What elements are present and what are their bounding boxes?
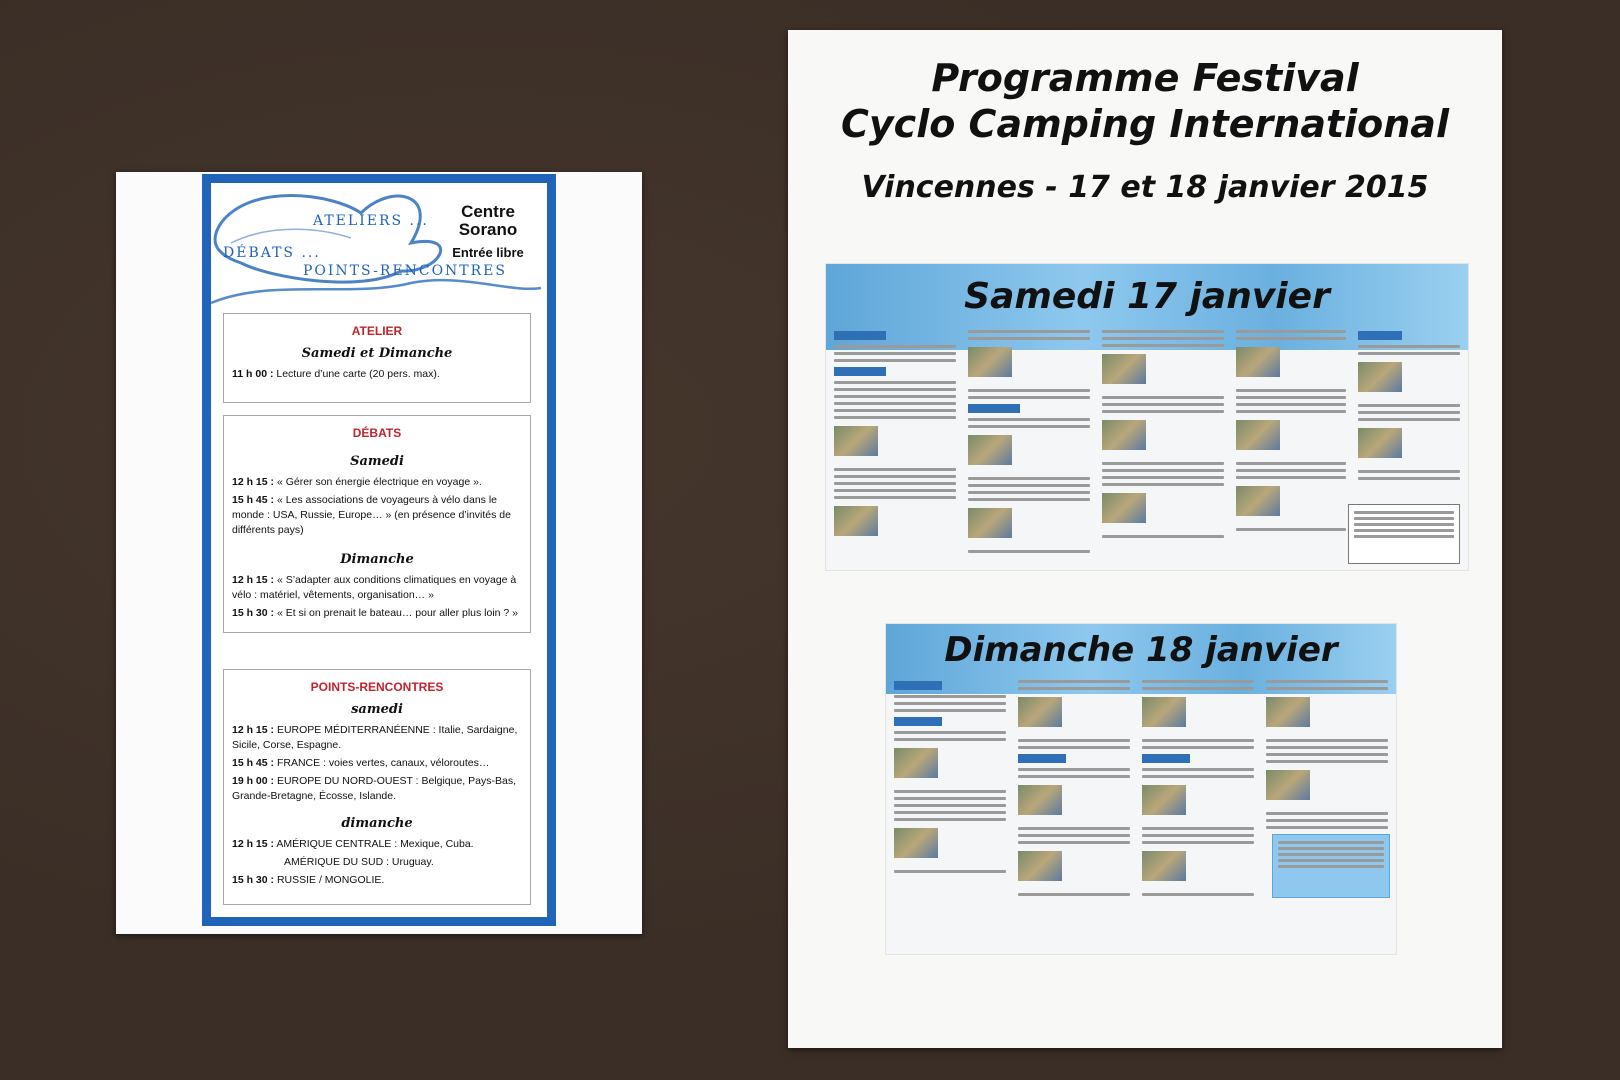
program-column <box>1098 326 1228 564</box>
point-row: 15 h 30 : RUSSIE / MONGOLIE. <box>232 874 385 886</box>
atelier-row: 11 h 00 : Lecture d’une carte (20 pers. max). <box>232 368 440 380</box>
debats-dimanche-label: Dimanche <box>340 552 414 567</box>
entry-note: Entrée libre <box>452 245 524 260</box>
points-samedi-label: samedi <box>351 702 403 717</box>
point-row: 19 h 00 : EUROPE DU NORD-OUEST : Belgique, Pays-Bas, Grande-Bretagne, Écosse, Islande. <box>232 775 516 802</box>
program-dimanche-title: Dimanche 18 janvier <box>944 630 1338 670</box>
program-column <box>1014 676 1134 948</box>
flyer-header <box>211 183 547 313</box>
poster-title-line3: Vincennes - 17 et 18 janvier 2015 <box>861 170 1429 205</box>
workshop-flyer <box>116 172 642 934</box>
debats-samedi-label: Samedi <box>350 454 404 469</box>
poster-title-line1: Programme Festival <box>931 56 1359 100</box>
points-box <box>223 669 531 905</box>
debats-box <box>223 415 531 633</box>
exhibitors-box <box>1272 834 1390 898</box>
point-row: AMÉRIQUE DU SUD : Uruguay. <box>284 856 434 868</box>
program-samedi-title: Samedi 17 janvier <box>964 276 1330 317</box>
debat-row: 15 h 30 : « Et si on prenait le bateau… pour aller plus loin ? » <box>232 607 519 619</box>
organizer-box <box>1348 504 1460 564</box>
program-column <box>1262 676 1392 948</box>
program-samedi <box>826 264 1468 570</box>
program-column <box>1232 326 1350 564</box>
flyer-frame <box>202 174 556 926</box>
festival-poster <box>788 30 1502 1048</box>
program-column <box>890 676 1010 948</box>
program-column <box>1138 676 1258 948</box>
program-dimanche <box>886 624 1396 954</box>
header-points: POINTS-RENCONTRES <box>303 263 507 279</box>
point-row: 12 h 15 : EUROPE MÉDITERRANÉENNE : Italie, Sardaigne, Sicile, Corse, Espagne. <box>232 724 518 751</box>
program-column <box>830 326 960 564</box>
program-column <box>964 326 1094 564</box>
atelier-title: ATELIER <box>351 324 403 338</box>
point-row: 12 h 15 : AMÉRIQUE CENTRALE : Mexique, Cuba. <box>232 838 474 850</box>
centre-name: Centre Sorano <box>458 202 518 239</box>
poster-title-line2: Cyclo Camping International <box>841 102 1449 146</box>
point-row: 15 h 45 : FRANCE : voies vertes, canaux, véloroutes… <box>232 757 490 769</box>
debat-row: 12 h 15 : « Gérer son énergie électrique en voyage ». <box>232 476 482 488</box>
debats-title: DÉBATS <box>352 426 402 440</box>
header-debats: DÉBATS ... <box>223 245 321 261</box>
points-dimanche-label: dimanche <box>341 816 413 831</box>
atelier-day: Samedi et Dimanche <box>301 346 453 361</box>
debat-row: 15 h 45 : « Les associations de voyageurs à vélo dans le monde : USA, Russie, Europe… » (en présence d’invités de différents pays) <box>232 494 511 536</box>
debat-row: 12 h 15 : « S’adapter aux conditions climatiques en voyage à vélo : matériel, vêtements, organisation… » <box>232 574 517 601</box>
atelier-box <box>223 313 531 403</box>
points-title: POINTS-RENCONTRES <box>310 680 444 694</box>
header-ateliers: ATELIERS ... <box>313 213 429 229</box>
